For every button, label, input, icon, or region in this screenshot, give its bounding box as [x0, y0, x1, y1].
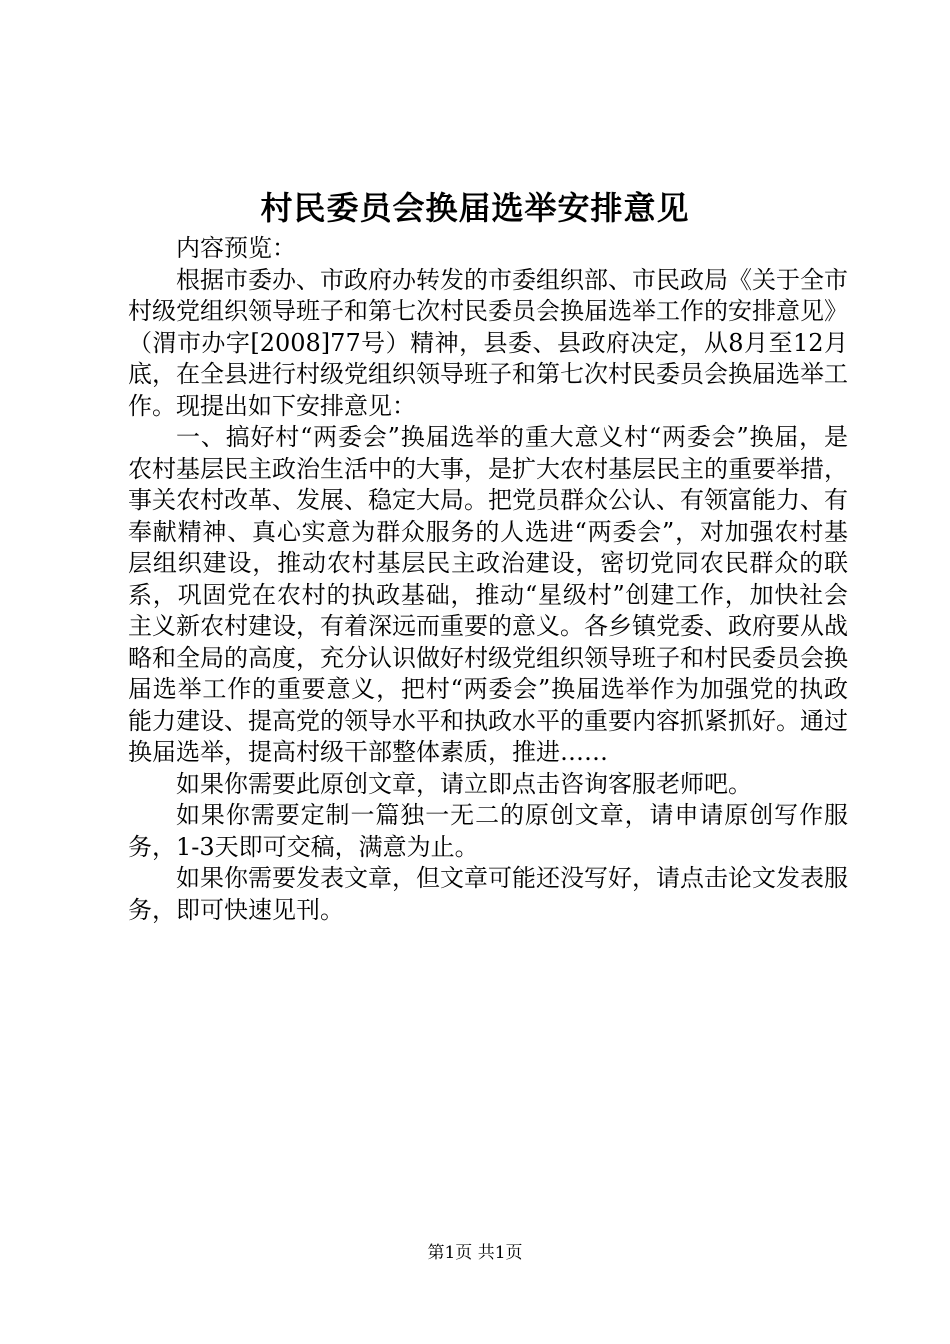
- paragraph-section-one: 一、搞好村“两委会”换届选举的重大意义村“两委会”换届，是农村基层民主政治生活中的大事，是扩大农村基层民主的重要举措，事关农村改革、发展、稳定大局。把党员群众公认、有领富能力、有奉献精神、真心实意为群众服务的人选进“两委会”，对加强农村基层组织建设，推动农村基层民主政治建设，密切党同农民群众的联系，巩固党在农村的执政基础，推动“星级村”创建工作，加快社会主义新农村建设，有着深远而重要的意义。各乡镇党委、政府要从战略和全局的高度，充分认识做好村级党组织领导班子和村民委员会换届选举工作的重要意义，把村“两委会”换届选举作为加强党的执政能力建设、提高党的领导水平和执政水平的重要内容抓紧抓好。通过换届选举，提高村级干部整体素质，推进……: [128, 423, 848, 766]
- paragraph-publishing-service: 如果你需要发表文章，但文章可能还没写好，请点击论文发表服务，即可快速见刊。: [128, 864, 848, 924]
- document-body: [128, 233, 848, 926]
- paragraph-custom-writing: 如果你需要定制一篇独一无二的原创文章，请申请原创写作服务，1-3天即可交稿，满意为止。: [128, 801, 848, 861]
- preview-label: 内容预览：: [176, 234, 296, 262]
- document-title: 村民委员会换届选举安排意见: [260, 189, 690, 227]
- paragraph-intro: 根据市委办、市政府办转发的市委组织部、市民政局《关于全市村级党组织领导班子和第七次村民委员会换届选举工作的安排意见》（渭市办字[2008]77号）精神，县委、县政府决定，从8月至12月底，在全县进行村级党组织领导班子和第七次村民委员会换届选举工作。现提出如下安排意见：: [128, 265, 848, 420]
- paragraph-consult-service: 如果你需要此原创文章，请立即点击咨询客服老师吧。: [176, 769, 752, 798]
- page-number-footer: 第1页 共1页: [427, 1243, 523, 1263]
